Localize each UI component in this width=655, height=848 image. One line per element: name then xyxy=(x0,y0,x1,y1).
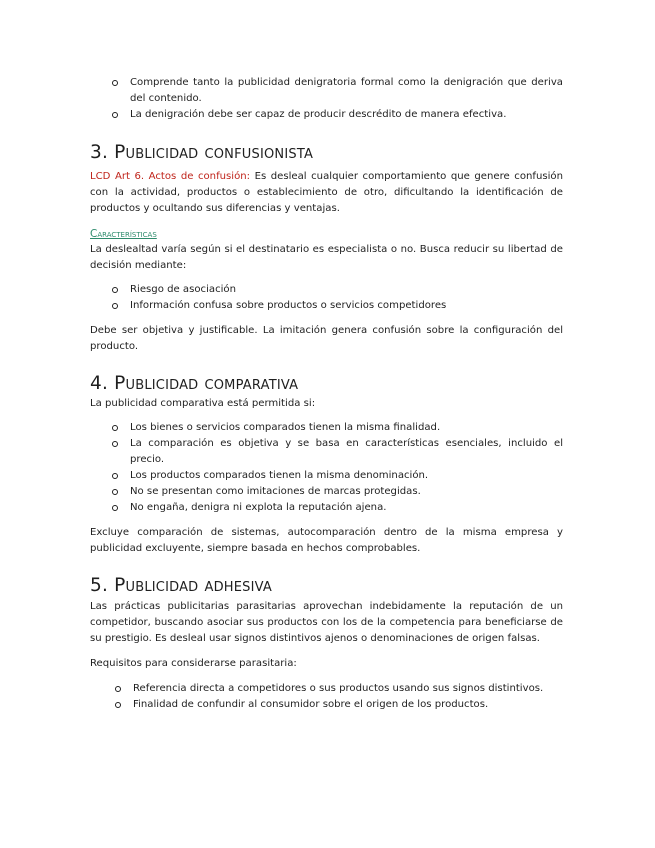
section-3-intro-text: Es desleal cualquier comportamiento que genere confusión con la actividad, productos o establecimiento de otro, dificultando la identificación de productos y ocultando sus diferencias y ventajas. xyxy=(90,171,563,214)
list-item-text: Los productos comparados tienen la misma denominación. xyxy=(130,470,429,481)
section-4-paragraph-2: Excluye comparación de sistemas, autocomparación dentro de la misma empresa y publicidad excluyente, siempre basada en hechos comprobables. xyxy=(90,527,563,554)
list-item-text: La comparación es objetiva y se basa en características esenciales, incluido el precio. xyxy=(130,438,563,465)
section-3-intro xyxy=(90,169,563,217)
list-item xyxy=(130,484,563,500)
list-item xyxy=(130,298,563,314)
section-3-paragraph-1: La deslealtad varía según si el destinatario es especialista o no. Busca reducir su libertad de decisión mediante: xyxy=(90,244,563,271)
bullet-icon xyxy=(115,702,121,708)
list-item xyxy=(130,282,563,298)
bullet-icon xyxy=(112,489,118,495)
section-5-list xyxy=(133,681,563,713)
list-item xyxy=(133,697,563,713)
document-content xyxy=(90,75,563,713)
section-3-list xyxy=(130,282,563,314)
list-item xyxy=(130,75,563,107)
bullet-icon xyxy=(112,425,118,431)
section-3-heading: 3. Publicidad confusionista xyxy=(90,142,314,163)
bullet-icon xyxy=(112,80,118,86)
bullet-icon xyxy=(112,287,118,293)
list-item-text: No se presentan como imitaciones de marcas protegidas. xyxy=(130,486,421,497)
section-5-paragraph-2: Requisitos para considerarse parasitaria: xyxy=(90,658,297,669)
section-3-paragraph-2: Debe ser objetiva y justificable. La imitación genera confusión sobre la configuración del producto. xyxy=(90,325,563,352)
list-item xyxy=(130,436,563,468)
section-5-heading: 5. Publicidad adhesiva xyxy=(90,575,273,596)
list-item-text: No engaña, denigra ni explota la reputación ajena. xyxy=(130,502,387,513)
list-item xyxy=(130,420,563,436)
list-item-text: Información confusa sobre productos o servicios competidores xyxy=(130,300,447,311)
law-reference: LCD Art 6. Actos de confusión: xyxy=(90,171,251,182)
list-item xyxy=(130,468,563,484)
bullet-icon xyxy=(112,112,118,118)
bullet-icon xyxy=(112,473,118,479)
list-item xyxy=(130,500,563,516)
list-item-text: Referencia directa a competidores o sus productos usando sus signos distintivos. xyxy=(133,683,544,694)
section-5-paragraph-1: Las prácticas publicitarias parasitarias aprovechan indebidamente la reputación de un competidor, buscando asociar sus productos con los de la competencia para beneficiarse de su prestigio. Es desleal usar signos distintivos ajenos o denominaciones de origen falsas. xyxy=(90,601,563,644)
bullet-icon xyxy=(112,303,118,309)
section-4-heading: 4. Publicidad comparativa xyxy=(90,373,299,394)
list-item-text: La denigración debe ser capaz de producir descrédito de manera efectiva. xyxy=(130,109,507,120)
list-item-text: Comprende tanto la publicidad denigratoria formal como la denigración que deriva del contenido. xyxy=(130,77,563,104)
list-item-text: Finalidad de confundir al consumidor sobre el origen de los productos. xyxy=(133,699,489,710)
bullet-icon xyxy=(112,441,118,447)
list-item xyxy=(130,107,563,123)
bullet-icon xyxy=(115,686,121,692)
list-item xyxy=(133,681,563,697)
characteristics-subheading: Características xyxy=(90,228,157,240)
list-item-text: Los bienes o servicios comparados tienen la misma finalidad. xyxy=(130,422,441,433)
list-item-text: Riesgo de asociación xyxy=(130,284,236,295)
section-4-intro: La publicidad comparativa está permitida si: xyxy=(90,398,316,409)
section-4-list xyxy=(130,420,563,516)
bullet-icon xyxy=(112,505,118,511)
top-bullet-list xyxy=(130,75,563,123)
